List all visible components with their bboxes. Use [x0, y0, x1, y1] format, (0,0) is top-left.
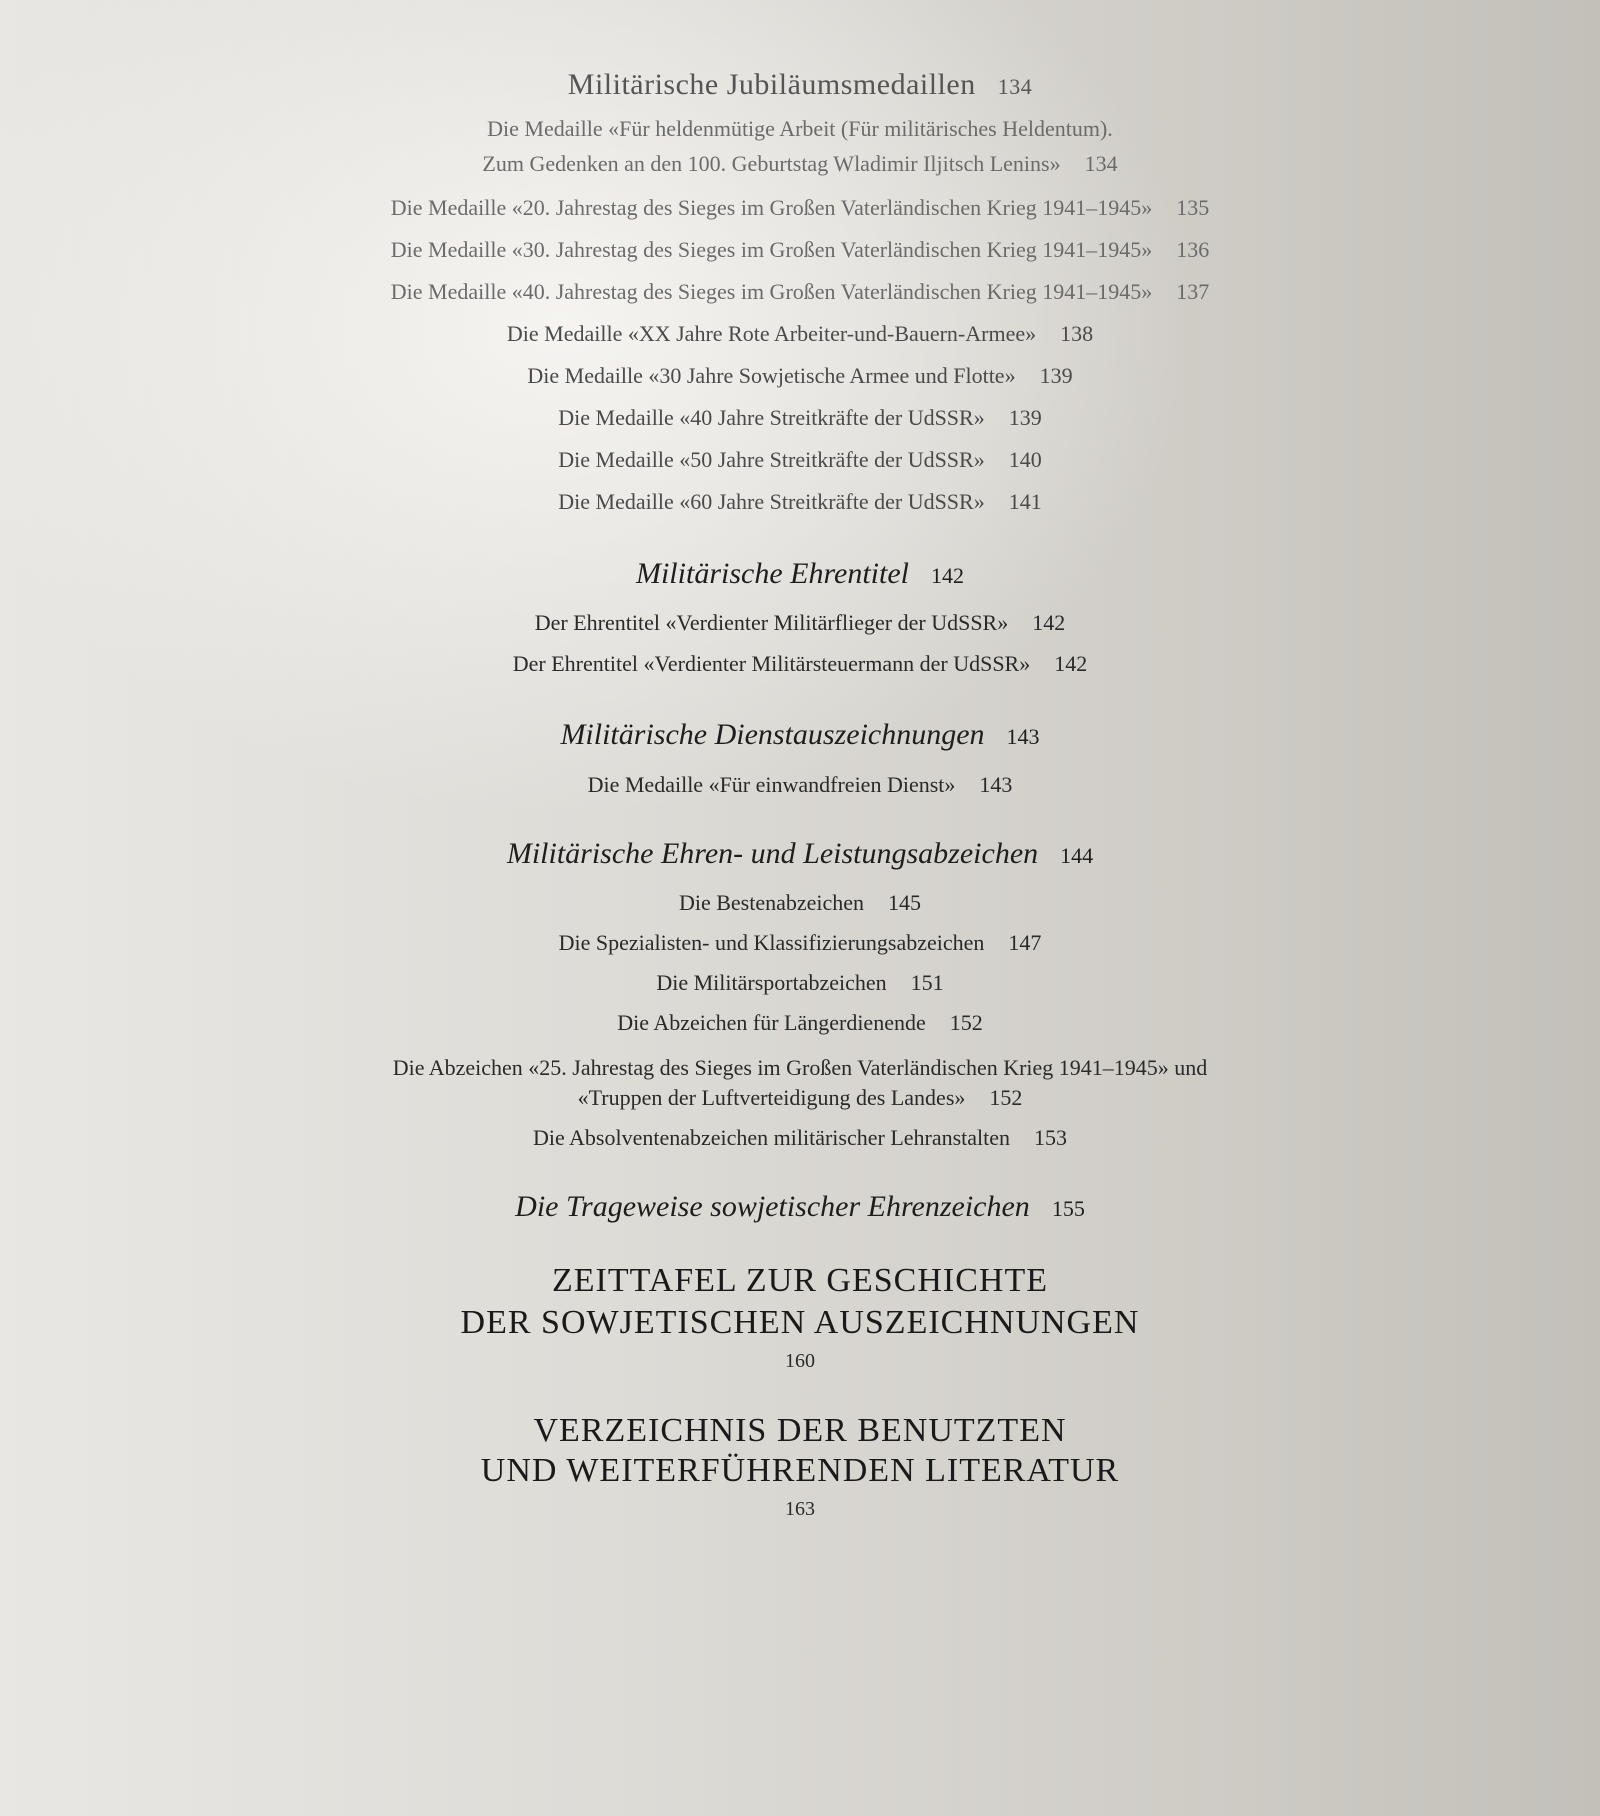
entry-page-number: 145	[888, 890, 922, 915]
entry-page-number: 143	[979, 772, 1013, 797]
chapter-heading-line-1	[0, 1412, 1600, 1450]
entry-page-number: 139	[1008, 405, 1042, 430]
toc-entry	[0, 890, 1600, 916]
entry-page-number: 151	[910, 970, 944, 995]
entry-title: Die Medaille «40. Jahrestag des Sieges im Großen Vaterländischen Krieg 1941–1945»	[390, 279, 1153, 304]
toc-entry	[0, 970, 1600, 996]
chapter-heading-line-2	[0, 1452, 1600, 1490]
section-title: Militärische Jubiläumsmedaillen	[567, 68, 976, 101]
chapter-page: 163	[785, 1498, 815, 1520]
chapter-page-number	[0, 1498, 1600, 1521]
chapter-title-line-1: ZEITTAFEL ZUR GESCHICHTE	[552, 1262, 1048, 1299]
toc-entry-continuation	[0, 151, 1600, 177]
entry-title: Die Medaille «60 Jahre Streitkräfte der UdSSR»	[558, 489, 985, 514]
section-title: Militärische Ehren- und Leistungsabzeichen	[506, 837, 1039, 870]
toc-entry	[0, 405, 1600, 431]
toc-entry	[0, 1125, 1600, 1151]
entry-title-line-2: Zum Gedenken an den 100. Geburtstag Wladimir Iljitsch Lenins»	[482, 151, 1061, 176]
entry-title-line-2: «Truppen der Luftverteidigung des Landes»	[577, 1085, 966, 1110]
chapter-page-number	[0, 1350, 1600, 1373]
entry-page-number: 152	[949, 1010, 983, 1035]
section-heading	[0, 1190, 1600, 1224]
toc-entry	[0, 930, 1600, 956]
entry-title: Die Medaille «XX Jahre Rote Arbeiter-und-Bauern-Armee»	[506, 321, 1037, 346]
section-page-number: 143	[1006, 724, 1040, 749]
toc-entry	[0, 1010, 1600, 1036]
toc-entry	[0, 772, 1600, 798]
toc-entry-continuation	[0, 1085, 1600, 1111]
toc-entry	[0, 279, 1600, 305]
entry-page-number: 142	[1054, 651, 1088, 676]
entry-title: Der Ehrentitel «Verdienter Militärflieger der UdSSR»	[534, 610, 1009, 635]
toc-entry	[0, 610, 1600, 636]
entry-title: Die Absolventenabzeichen militärischer Lehranstalten	[532, 1125, 1011, 1150]
entry-title: Der Ehrentitel «Verdienter Militärsteuermann der UdSSR»	[512, 651, 1031, 676]
section-page-number: 155	[1051, 1196, 1085, 1221]
entry-title: Die Medaille «40 Jahre Streitkräfte der UdSSR»	[558, 405, 985, 430]
entry-page-number: 137	[1176, 279, 1210, 304]
section-heading	[0, 68, 1600, 102]
entry-page-number: 142	[1032, 610, 1066, 635]
section-title: Militärische Ehrentitel	[635, 557, 909, 590]
section-heading	[0, 718, 1600, 752]
entry-page-number: 138	[1060, 321, 1094, 346]
section-heading	[0, 557, 1600, 591]
section-heading	[0, 837, 1600, 871]
entry-title: Die Bestenabzeichen	[678, 890, 865, 915]
section-title: Die Trageweise sowjetischer Ehrenzeichen	[515, 1190, 1030, 1223]
entry-title-line-1: Die Medaille «Für heldenmütige Arbeit (Für militärisches Heldentum).	[487, 116, 1113, 141]
entry-page-number: 140	[1008, 447, 1042, 472]
entry-title: Die Militärsportabzeichen	[656, 970, 887, 995]
entry-page-number: 141	[1008, 489, 1042, 514]
chapter-heading-line-1	[0, 1262, 1600, 1300]
section-page-number: 142	[931, 563, 964, 588]
toc-entry	[0, 447, 1600, 473]
entry-page-number: 139	[1039, 363, 1073, 388]
entry-title: Die Spezialisten- und Klassifizierungsabzeichen	[558, 930, 985, 955]
toc-entry	[0, 321, 1600, 347]
entry-page-number: 135	[1176, 195, 1210, 220]
entry-title: Die Medaille «50 Jahre Streitkräfte der UdSSR»	[558, 447, 985, 472]
toc-entry	[0, 195, 1600, 221]
chapter-page: 160	[785, 1350, 815, 1372]
entry-title: Die Medaille «20. Jahrestag des Sieges im Großen Vaterländischen Krieg 1941–1945»	[390, 195, 1153, 220]
section-page-number: 144	[1060, 843, 1094, 868]
section-page-number: 134	[997, 74, 1033, 99]
entry-title: Die Medaille «30 Jahre Sowjetische Armee und Flotte»	[527, 363, 1016, 388]
entry-title-line-1: Die Abzeichen «25. Jahrestag des Sieges im Großen Vaterländischen Krieg 1941–1945» und	[392, 1055, 1208, 1080]
entry-title: Die Abzeichen für Längerdienende	[617, 1010, 926, 1035]
toc-entry	[0, 651, 1600, 677]
chapter-title-line-1: VERZEICHNIS DER BENUTZTEN	[533, 1412, 1067, 1449]
entry-page-number: 152	[989, 1085, 1023, 1110]
chapter-title-line-2: DER SOWJETISCHEN AUSZEICHNUNGEN	[460, 1304, 1140, 1341]
entry-title: Die Medaille «Für einwandfreien Dienst»	[587, 772, 956, 797]
entry-title: Die Medaille «30. Jahrestag des Sieges im Großen Vaterländischen Krieg 1941–1945»	[390, 237, 1153, 262]
chapter-title-line-2: UND WEITERFÜHRENDEN LITERATUR	[480, 1452, 1120, 1489]
toc-entry	[0, 1055, 1600, 1081]
toc-entry	[0, 116, 1600, 142]
section-title: Militärische Dienstauszeichnungen	[560, 718, 985, 751]
toc-entry	[0, 237, 1600, 263]
toc-entry	[0, 489, 1600, 515]
entry-page-number: 134	[1084, 151, 1118, 176]
chapter-heading-line-2	[0, 1304, 1600, 1342]
entry-page-number: 136	[1176, 237, 1210, 262]
toc-entry	[0, 363, 1600, 389]
entry-page-number: 153	[1034, 1125, 1068, 1150]
entry-page-number: 147	[1008, 930, 1042, 955]
